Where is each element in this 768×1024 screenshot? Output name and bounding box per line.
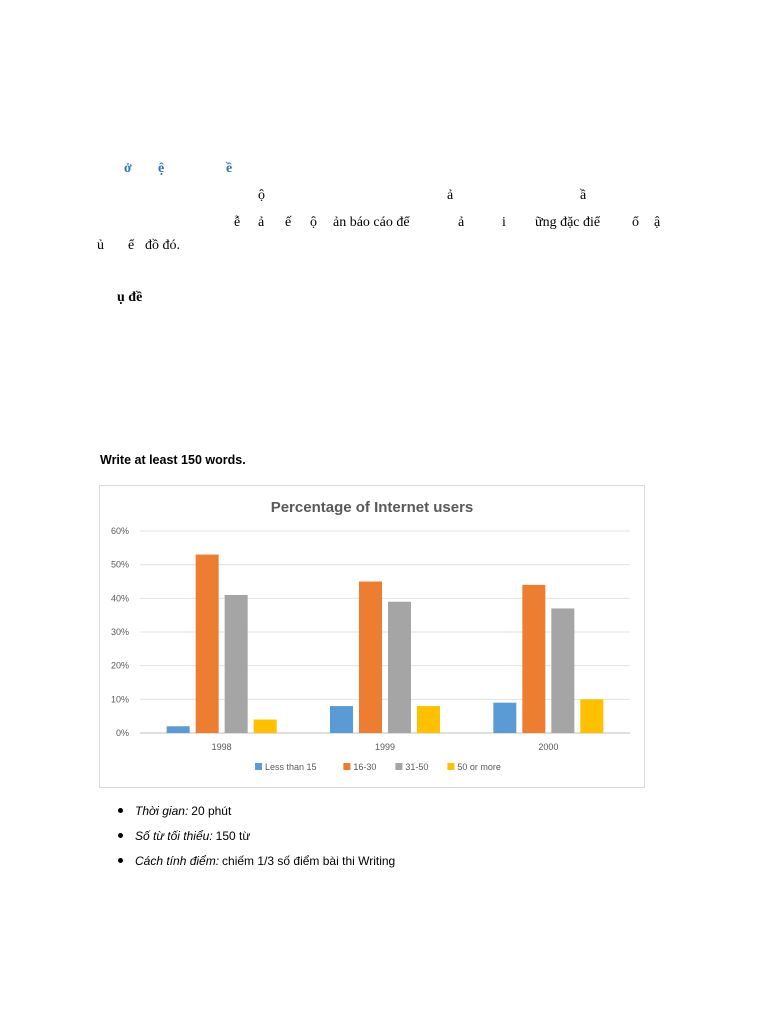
text-fragment: ề <box>226 161 233 176</box>
bar <box>551 608 574 733</box>
text-fragment: đồ đó. <box>145 238 180 253</box>
y-tick-label: 10% <box>110 694 129 705</box>
y-tick-label: 60% <box>110 526 129 536</box>
legend-label: 16-30 <box>353 762 377 772</box>
bar <box>167 726 190 733</box>
text-fragment: ản báo cáo để <box>333 215 410 230</box>
bullet-label: Số từ tối thiểu: <box>135 828 213 843</box>
text-fragment: ả <box>447 188 454 203</box>
y-tick-label: 0% <box>115 728 129 738</box>
bullet-icon <box>118 833 123 838</box>
bar <box>493 703 516 733</box>
legend-swatch <box>447 763 454 770</box>
bullet-value: chiếm 1/3 số điểm bài thi Writing <box>222 853 396 868</box>
writing-prompt: Write at least 150 words. <box>100 453 246 467</box>
legend-swatch <box>255 763 262 770</box>
text-fragment: ộ <box>258 188 265 203</box>
bar-chart <box>100 486 644 787</box>
bullet-icon <box>118 808 123 813</box>
bullet-label: Thời gian: <box>135 803 189 818</box>
bar <box>522 585 545 733</box>
text-fragment: ững đặc điể <box>535 215 601 230</box>
legend-label: 31-50 <box>405 762 429 772</box>
text-fragment: i <box>502 215 506 230</box>
bar <box>359 582 382 734</box>
bar <box>196 555 219 733</box>
bullet-value: 150 từ <box>215 828 251 843</box>
bar <box>225 595 248 733</box>
bars <box>167 555 604 733</box>
legend <box>255 762 501 772</box>
text-fragment: ả <box>258 215 265 230</box>
bullet-value: 20 phút <box>191 803 232 818</box>
y-axis-ticks <box>111 526 129 738</box>
text-fragment: ở <box>124 161 132 176</box>
y-tick-label: 50% <box>110 559 129 570</box>
bar <box>330 706 353 733</box>
chart-title: Percentage of Internet users <box>270 499 474 516</box>
text-fragment: ầ <box>580 188 587 203</box>
bar <box>580 699 603 733</box>
y-tick-label: 20% <box>110 660 129 671</box>
legend-swatch <box>343 763 350 770</box>
text-fragment: ệ <box>158 161 165 176</box>
x-tick-label: 1999 <box>374 742 396 752</box>
text-fragment: ể <box>128 238 135 253</box>
x-axis-ticks <box>212 742 559 752</box>
list-item <box>118 798 395 823</box>
list-item <box>118 848 395 873</box>
bullet-label: Cách tính điểm: <box>135 853 220 868</box>
legend-label: 50 or more <box>457 762 501 772</box>
x-tick-label: 2000 <box>538 742 559 752</box>
bar <box>388 602 411 733</box>
legend-label: Less than 15 <box>265 762 317 772</box>
y-tick-label: 30% <box>110 627 129 637</box>
text-fragment: ế <box>285 215 292 230</box>
text-fragment: ổ <box>632 215 639 230</box>
bar <box>254 720 277 733</box>
list-item <box>118 823 395 848</box>
text-fragment: ễ <box>234 215 241 230</box>
text-fragment: ộ <box>310 215 317 230</box>
text-fragment: ủ <box>97 238 104 253</box>
bar <box>417 706 440 733</box>
bullet-icon <box>118 858 123 863</box>
chart-frame <box>99 485 645 788</box>
y-tick-label: 40% <box>110 593 129 604</box>
text-fragment: ậ <box>654 215 661 230</box>
section-heading-fragment: ụ đề <box>117 290 143 305</box>
text-fragment: ả <box>458 215 465 230</box>
info-bullet-list <box>118 798 395 873</box>
x-tick-label: 1998 <box>211 742 232 752</box>
legend-swatch <box>395 763 402 770</box>
